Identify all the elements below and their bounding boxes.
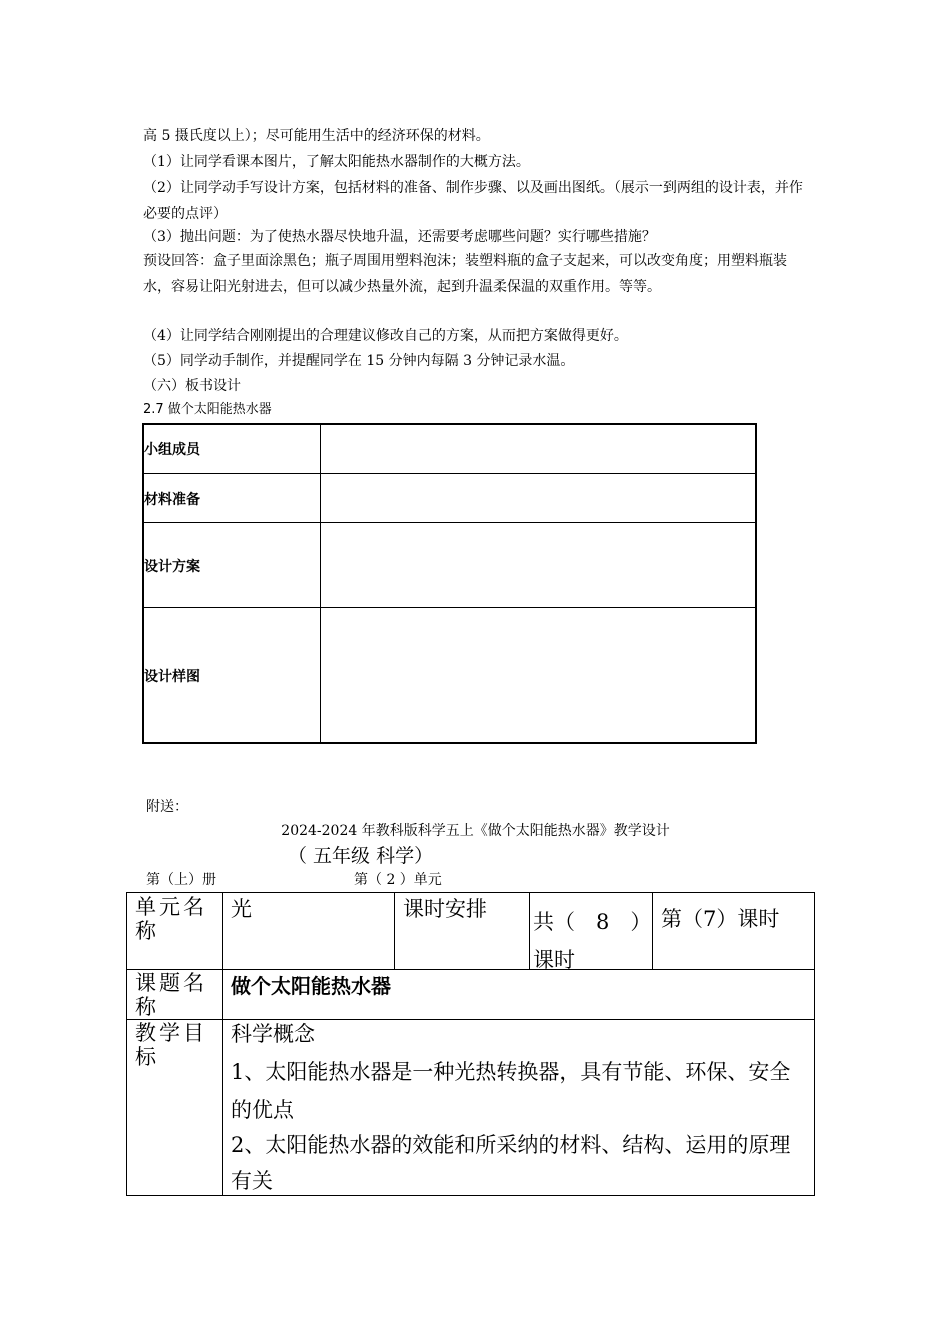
goal-heading: 科学概念 <box>231 1022 315 1046</box>
topic-value: 做个太阳能热水器 <box>231 974 391 998</box>
design-label-materials: 材料准备 <box>144 474 321 523</box>
design-row-plan <box>144 522 755 608</box>
paragraph-step-5: （5）同学动手制作，并提醒同学在 15 分钟内每隔 3 分钟记录水温。 <box>143 353 575 369</box>
goal-item-1: 1、太阳能热水器是一种光热转换器，具有节能、环保、安全的优点 <box>231 1060 791 1122</box>
board-title: 2.7 做个太阳能热水器 <box>143 402 272 417</box>
topic-label: 课题名称 <box>135 971 207 1019</box>
paragraph-step-3: （3）抛出问题：为了使热水器尽快地升温，还需要考虑哪些问题？实行哪些措施？ <box>143 229 656 245</box>
current-hour: 第（7）课时 <box>661 907 780 931</box>
design-row-sketch <box>144 607 755 743</box>
goal-item-2: 2、太阳能热水器的效能和所采纳的材料、结构、运用的原理有关 <box>231 1133 791 1193</box>
total-hours: 共（ 8 ）课时 <box>533 910 641 972</box>
paragraph-step-4: （4）让同学结合刚刚提出的合理建议修改自己的方案，从而把方案做得更好。 <box>143 328 628 344</box>
appendix-label: 附送： <box>146 799 188 815</box>
design-label-plan: 设计方案 <box>144 523 321 608</box>
schedule-label: 课时安排 <box>403 897 487 921</box>
paragraph-expected-answer: 预设回答：盒子里面涂黑色；瓶子周围用塑料泡沫；装塑料瓶的盒子支起来，可以改变角度；用塑料瓶装水，容易让阳光射进去，但可以减少热量外流，起到升温柔保温的双重作用。等等。 <box>143 253 787 295</box>
lesson-table <box>126 892 815 1196</box>
design-label-sketch: 设计样图 <box>144 608 321 743</box>
paragraph-step-1: （1）让同学看课本图片，了解太阳能热水器制作的大概方法。 <box>143 154 530 170</box>
design-table <box>142 423 757 744</box>
unit-name-label: 单元名称 <box>135 895 207 943</box>
unit-name-value: 光 <box>231 897 252 921</box>
volume-label: 第（上）册 <box>146 872 216 888</box>
lesson-plan-title: 2024-2024 年教科版科学五上《做个太阳能热水器》教学设计 <box>281 823 670 839</box>
paragraph-board-design: （六）板书设计 <box>143 378 241 394</box>
paragraph-step-2: （2）让同学动手写设计方案，包括材料的准备、制作步骤、以及画出图纸。（展示一到两组的设计表，并作必要的点评） <box>143 180 803 222</box>
unit-label: 第（ 2 ）单元 <box>354 872 442 888</box>
paragraph-materials: 高 5 摄氏度以上）；尽可能用生活中的经济环保的材料。 <box>143 128 490 144</box>
lesson-plan-subtitle: （ 五年级 科学） <box>288 845 434 867</box>
design-row-materials <box>144 473 755 523</box>
goal-label: 教学目标 <box>135 1021 207 1069</box>
design-label-members: 小组成员 <box>144 425 321 473</box>
design-row-members <box>144 425 755 473</box>
